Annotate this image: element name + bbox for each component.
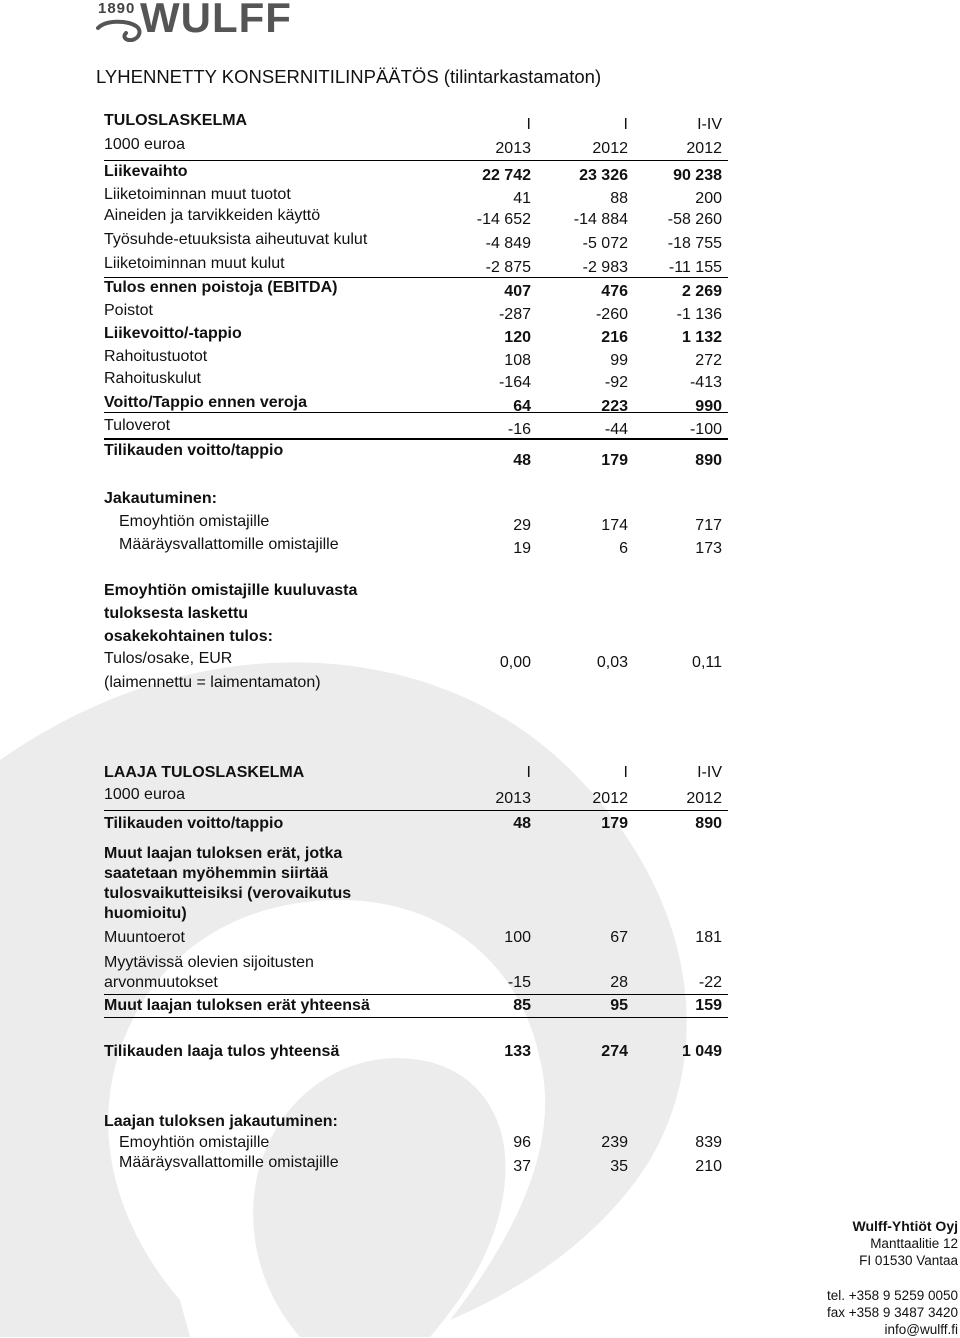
page-title: LYHENNETTY KONSERNITILINPÄÄTÖS (tilintarkastamaton) (96, 66, 602, 87)
column-period: I (623, 764, 628, 781)
comprehensive-heading: LAAJA TULOSLASKELMA (104, 764, 305, 781)
column-year: 2013 (495, 140, 531, 157)
wulff-logo (96, 2, 366, 42)
value-cell: 890 (695, 452, 722, 469)
value-cell: -164 (498, 374, 531, 391)
oci-heading: saatetaan myöhemmin siirtää (104, 865, 329, 882)
income-statement-table (104, 112, 728, 691)
value-cell: 890 (695, 815, 722, 832)
eps-value: 0,03 (596, 654, 628, 671)
value-cell: 22 742 (482, 167, 531, 184)
value-cell: 2 269 (681, 283, 722, 300)
street-address: Manttaalitie 12 (870, 1236, 958, 1252)
row-label: Tulos ennen poistoja (EBITDA) (104, 279, 338, 296)
value-cell: 48 (513, 815, 531, 832)
row-label: Liiketoiminnan muut kulut (104, 255, 285, 272)
value-cell: 37 (513, 1158, 531, 1175)
value-cell: -287 (498, 306, 531, 323)
column-period: I (526, 116, 531, 133)
column-period: I-IV (697, 764, 722, 781)
value-cell: 88 (610, 190, 628, 207)
eps-value: 0,11 (692, 654, 722, 671)
divider (104, 277, 728, 278)
row-label: Rahoitustuotot (104, 348, 208, 365)
value-cell: 64 (513, 398, 531, 415)
comprehensive-distribution-heading: Laajan tuloksen jakautuminen: (104, 1113, 338, 1130)
value-cell: -2 983 (582, 259, 628, 276)
divider (104, 438, 728, 440)
distribution-minority-label: Määräysvallattomille omistajille (119, 1154, 339, 1171)
value-cell: 174 (601, 517, 628, 534)
logo-brand: WULFF (140, 0, 292, 41)
translation-label: Muuntoerot (104, 929, 185, 946)
afs-label: arvonmuutokset (104, 974, 218, 991)
column-year: 2012 (686, 790, 722, 807)
value-cell: -260 (595, 306, 628, 323)
row-label: Tuloverot (104, 417, 171, 434)
company-footer (827, 1218, 958, 1338)
value-cell: -14 652 (476, 211, 531, 228)
distribution-heading: Jakautuminen: (104, 490, 217, 507)
row-label: Rahoituskulut (104, 370, 201, 387)
value-cell: -22 (698, 974, 722, 991)
oci-heading: tulosvaikutteisiksi (verovaikutus (104, 885, 352, 902)
value-cell: 28 (610, 974, 628, 991)
profit-label: Tilikauden voitto/tappio (104, 815, 284, 832)
value-cell: 95 (610, 997, 628, 1014)
eps-heading: osakekohtainen tulos: (104, 628, 273, 645)
value-cell: 210 (695, 1158, 722, 1175)
column-period: I (623, 116, 628, 133)
value-cell: 29 (513, 517, 531, 534)
eps-heading: tuloksesta laskettu (104, 605, 249, 622)
value-cell: 67 (610, 929, 628, 946)
value-cell: 23 326 (579, 167, 628, 184)
value-cell: 1 132 (681, 329, 722, 346)
postal-address: FI 01530 Vantaa (859, 1253, 958, 1269)
value-cell: 19 (513, 540, 531, 557)
income-statement-heading: TULOSLASKELMA (104, 112, 248, 129)
logo-swoosh-icon (96, 18, 156, 42)
email-address: info@wulff.fi (884, 1322, 958, 1338)
row-label: Tilikauden voitto/tappio (104, 442, 284, 459)
value-cell: 90 238 (673, 167, 722, 184)
afs-label: Myytävissä olevien sijoitusten (104, 954, 314, 971)
value-cell: 179 (601, 452, 628, 469)
value-cell: 35 (610, 1158, 628, 1175)
value-cell: -5 072 (582, 235, 628, 252)
column-year: 2012 (686, 140, 722, 157)
value-cell: 99 (610, 352, 628, 369)
value-cell: 85 (513, 997, 531, 1014)
value-cell: -11 155 (668, 259, 722, 276)
divider (104, 412, 728, 413)
value-cell: 120 (504, 329, 531, 346)
eps-heading: Emoyhtiön omistajille kuuluvasta (104, 582, 358, 599)
value-cell: -413 (689, 374, 722, 391)
divider (104, 810, 728, 811)
phone-number: tel. +358 9 5259 0050 (827, 1287, 958, 1303)
row-label: Aineiden ja tarvikkeiden käyttö (104, 207, 321, 224)
value-cell: -14 884 (573, 211, 628, 228)
eps-label: Tulos/osake, EUR (104, 650, 233, 667)
value-cell: 274 (601, 1043, 628, 1060)
value-cell: -100 (689, 421, 722, 438)
value-cell: 839 (695, 1134, 722, 1151)
table-header-row (104, 112, 728, 136)
table-unit-row (104, 136, 728, 161)
value-cell: -44 (604, 421, 628, 438)
value-cell: 1 049 (681, 1043, 722, 1060)
fax-number: fax +358 9 3487 3420 (827, 1304, 958, 1320)
column-period: I-IV (697, 116, 722, 133)
value-cell: -1 136 (676, 306, 722, 323)
value-cell: -2 875 (485, 259, 531, 276)
value-cell: 173 (695, 540, 722, 557)
value-cell: 108 (504, 352, 531, 369)
column-year: 2012 (592, 140, 628, 157)
column-period: I (526, 764, 531, 781)
oci-total-label: Muut laajan tuloksen erät yhteensä (104, 997, 370, 1014)
distribution-parent-label: Emoyhtiön omistajille (119, 1134, 270, 1151)
distribution-parent-label: Emoyhtiön omistajille (119, 513, 270, 530)
value-cell: 200 (695, 190, 722, 207)
divider (104, 1017, 728, 1018)
value-cell: -4 849 (485, 235, 531, 252)
unit-label: 1000 euroa (104, 136, 185, 153)
row-label: Liikevoitto/-tappio (104, 325, 242, 342)
value-cell: -58 260 (667, 211, 722, 228)
oci-heading: huomioitu) (104, 905, 187, 922)
eps-value: 0,00 (499, 654, 531, 671)
value-cell: 100 (504, 929, 531, 946)
value-cell: 96 (513, 1134, 531, 1151)
value-cell: 216 (601, 329, 628, 346)
value-cell: 476 (601, 283, 628, 300)
value-cell: 223 (601, 398, 628, 415)
company-name: Wulff-Yhtiöt Oyj (852, 1218, 958, 1234)
divider (104, 994, 728, 995)
column-year: 2013 (495, 790, 531, 807)
distribution-minority-label: Määräysvallattomille omistajille (119, 536, 339, 553)
oci-heading: Muut laajan tuloksen erät, jotka (104, 845, 343, 862)
value-cell: -16 (507, 421, 531, 438)
eps-note: (laimennettu = laimentamaton) (104, 674, 321, 691)
column-year: 2012 (592, 790, 628, 807)
value-cell: 48 (513, 452, 531, 469)
value-cell: 179 (601, 815, 628, 832)
value-cell: 6 (619, 540, 628, 557)
unit-label: 1000 euroa (104, 786, 185, 803)
value-cell: 133 (504, 1043, 531, 1060)
value-cell: 407 (504, 283, 531, 300)
divider (104, 160, 728, 161)
value-cell: -15 (507, 974, 531, 991)
value-cell: -92 (604, 374, 628, 391)
value-cell: -18 755 (667, 235, 722, 252)
row-label: Liiketoiminnan muut tuotot (104, 186, 291, 203)
row-label: Poistot (104, 302, 153, 319)
value-cell: 181 (695, 929, 722, 946)
total-label: Tilikauden laaja tulos yhteensä (104, 1043, 340, 1060)
value-cell: 717 (695, 517, 722, 534)
row-label: Työsuhde-etuuksista aiheutuvat kulut (104, 231, 368, 248)
value-cell: 239 (601, 1134, 628, 1151)
value-cell: 990 (695, 398, 722, 415)
value-cell: 272 (695, 352, 722, 369)
row-label: Liikevaihto (104, 163, 188, 180)
row-label: Voitto/Tappio ennen veroja (104, 394, 307, 411)
value-cell: 159 (695, 997, 722, 1014)
logo-year: 1890 (98, 0, 136, 17)
value-cell: 41 (513, 190, 531, 207)
